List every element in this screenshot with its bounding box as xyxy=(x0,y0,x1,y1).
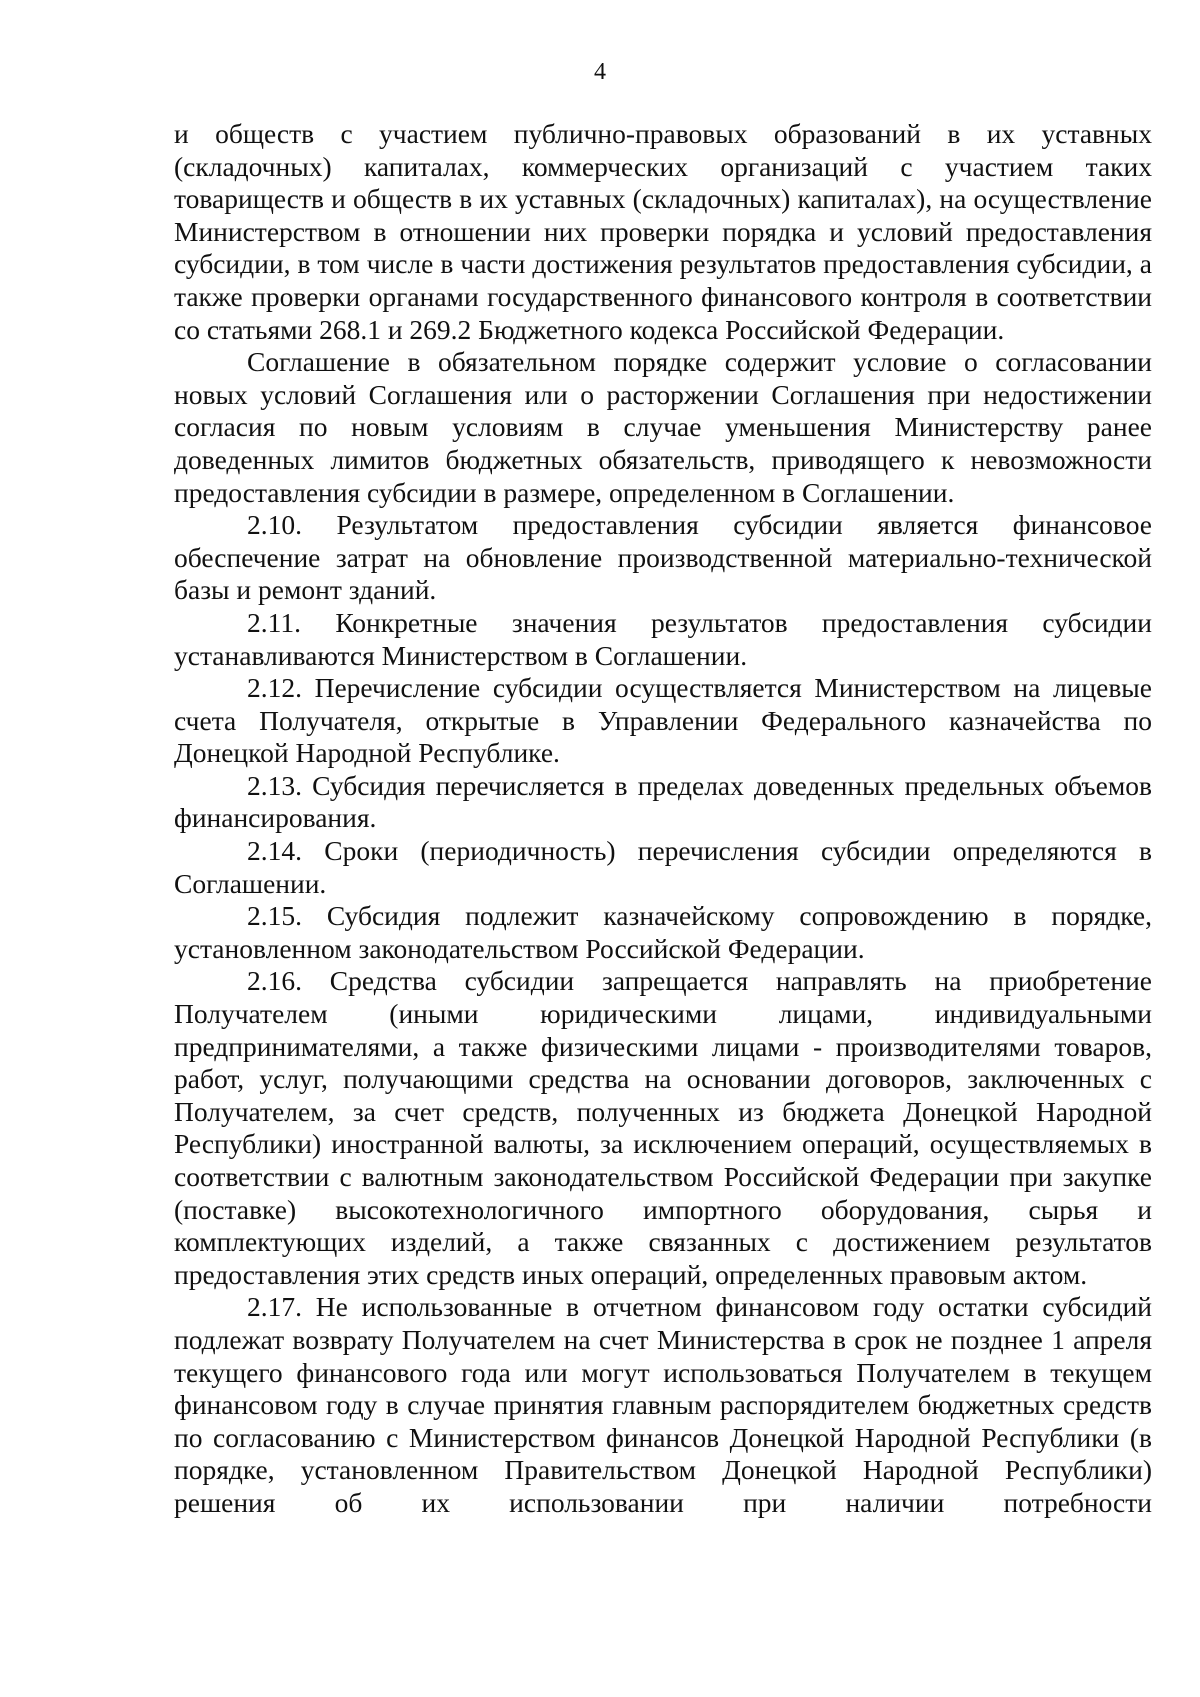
paragraph-agreement-condition: Соглашение в обязательном порядке содержит условие о согласовании новых условий Соглашения или о расторжении Соглашения при недостижении согласия по новым условиям в случае уменьшения Министерству ранее доведенных лимитов бюджетных обязательств, приводящего к невозможности предоставления субсидии в размере, определенном в Соглашении. xyxy=(174,346,1152,508)
page-number: 4 xyxy=(594,59,606,85)
paragraph-continuation: и обществ с участием публично-правовых образований в их уставных (складочных) капиталах, коммерческих организаций с участием таких товариществ и обществ в их уставных (складочных) капиталах), на осуществление Министерством в отношении них проверки порядка и условий предоставления субсидии, в том числе в части достижения результатов предоставления субсидии, а также проверки органами государственного финансового контроля в соответствии со статьями 268.1 и 269.2 Бюджетного кодекса Российской Федерации. xyxy=(174,118,1152,345)
paragraph-2-14: 2.14. Сроки (периодичность) перечисления субсидии определяются в Соглашении. xyxy=(174,835,1152,899)
paragraph-2-13: 2.13. Субсидия перечисляется в пределах доведенных предельных объемов финансирования. xyxy=(174,769,1152,834)
paragraph-2-17: 2.17. Не использованные в отчетном финансовом году остатки субсидий подлежат возврату Получателем на счет Министерства в срок не позднее 1 апреля текущего финансового года или могут использоваться Получателем в текущем финансовом году в случае принятия главным распорядителем бюджетных средств по согласованию с Министерством финансов Донецкой Народной Республики (в порядке, установленном Правительством Донецкой Народной Республики) решения об их использовании при наличии потребности xyxy=(174,1291,1152,1518)
paragraph-2-12: 2.12. Перечисление субсидии осуществляется Министерством на лицевые счета Получателя, открытые в Управлении Федерального казначейства по Донецкой Народной Республике. xyxy=(174,672,1152,769)
paragraph-2-16: 2.16. Средства субсидии запрещается направлять на приобретение Получателем (иными юридическими лицами, индивидуальными предпринимателями, а также физическими лицами - производителями товаров, работ, услуг, получающими средства на основании договоров, заключенных с Получателем, за счет средств, полученных из бюджета Донецкой Народной Республики) иностранной валюты, за исключением операций, осуществляемых в соответствии с валютным законодательством Российской Федерации при закупке (поставке) высокотехнологичного импортного оборудования, сырья и комплектующих изделий, а также связанных с достижением результатов предоставления этих средств иных операций, определенных правовым актом. xyxy=(174,965,1152,1290)
paragraph-2-11: 2.11. Конкретные значения результатов предоставления субсидии устанавливаются Министерством в Соглашении. xyxy=(174,606,1152,671)
document-body xyxy=(174,118,1152,1520)
paragraph-2-10: 2.10. Результатом предоставления субсидии является финансовое обеспечение затрат на обновление производственной материально-технической базы и ремонт зданий. xyxy=(174,509,1152,606)
paragraph-2-15: 2.15. Субсидия подлежит казначейскому сопровождению в порядке, установленном законодательством Российской Федерации. xyxy=(174,900,1152,964)
